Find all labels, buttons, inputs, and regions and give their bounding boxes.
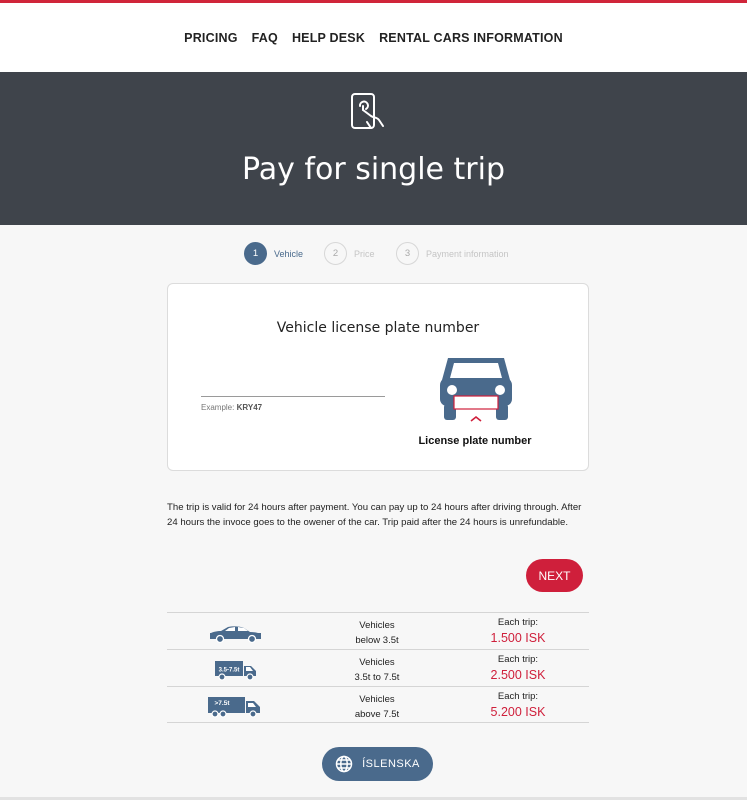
truck-icon — [197, 695, 277, 719]
step-vehicle — [244, 242, 303, 265]
nav-faq[interactable]: FAQ — [251, 31, 278, 45]
truck-weight-badge: 3.5-7.5t — [218, 667, 240, 674]
main-nav — [0, 31, 747, 45]
each-trip-label: Each trip: — [497, 617, 539, 628]
next-button[interactable]: NEXT — [526, 559, 583, 592]
trip-price — [467, 690, 569, 721]
page-title: Pay for single trip — [241, 152, 506, 187]
step-label: Vehicle — [274, 248, 304, 259]
plate-caption: License plate number — [418, 435, 532, 447]
table-row — [167, 649, 589, 686]
table-row — [167, 686, 589, 723]
plate-card — [167, 283, 589, 471]
car-side-icon — [197, 621, 277, 645]
step-price — [324, 242, 375, 265]
validity-notice: The trip is valid for 24 hours after payment. You can pay up to 24 hours after driving through. After 24 hours the invoce goes to the owener of the car. Trip paid after the 24 hours is unrefundable. — [167, 502, 582, 529]
each-trip-label: Each trip: — [497, 654, 539, 665]
trip-price — [467, 616, 569, 647]
rates-table — [167, 612, 589, 723]
hero-banner — [0, 72, 747, 225]
nav-rental-cars-information[interactable]: RENTAL CARS INFORMATION — [379, 31, 563, 45]
truck-icon — [197, 658, 277, 682]
example-value: KRY47 — [236, 403, 263, 412]
step-number: 1 — [244, 242, 267, 265]
table-row — [167, 612, 589, 649]
top-bar — [0, 0, 747, 72]
language-label: ÍSLENSKA — [362, 758, 420, 770]
step-number: 3 — [396, 242, 419, 265]
vehicle-class-line1: Vehicles — [359, 657, 395, 668]
each-trip-label: Each trip: — [497, 691, 539, 702]
vehicle-class-line2: above 7.5t — [354, 709, 400, 720]
vehicle-class — [327, 655, 427, 685]
vehicle-class-line2: 3.5t to 7.5t — [354, 672, 400, 683]
plate-example — [201, 403, 262, 412]
car-front-icon — [438, 354, 514, 422]
trip-price — [467, 653, 569, 684]
price-value: 1.500 ISK — [490, 631, 546, 645]
vehicle-class — [327, 692, 427, 722]
language-button[interactable] — [322, 747, 433, 781]
step-label: Price — [354, 248, 375, 259]
plate-card-title: Vehicle license plate number — [276, 320, 480, 336]
example-prefix: Example: — [201, 403, 235, 412]
vehicle-class-line1: Vehicles — [359, 620, 395, 631]
nav-pricing[interactable]: PRICING — [184, 31, 238, 45]
step-label: Payment information — [426, 248, 509, 259]
truck-weight-badge: >7.5t — [214, 700, 230, 707]
nav-help-desk[interactable]: HELP DESK — [291, 31, 366, 45]
step-number: 2 — [324, 242, 347, 265]
phone-tap-icon — [349, 92, 389, 136]
vehicle-class — [327, 618, 427, 648]
price-value: 2.500 ISK — [490, 668, 546, 682]
price-value: 5.200 ISK — [490, 705, 546, 719]
vehicle-class-line1: Vehicles — [359, 694, 395, 705]
step-payment-information — [396, 242, 509, 265]
progress-stepper — [0, 242, 747, 268]
vehicle-class-line2: below 3.5t — [355, 635, 399, 646]
globe-icon — [335, 755, 353, 773]
license-plate-input[interactable] — [201, 369, 385, 397]
